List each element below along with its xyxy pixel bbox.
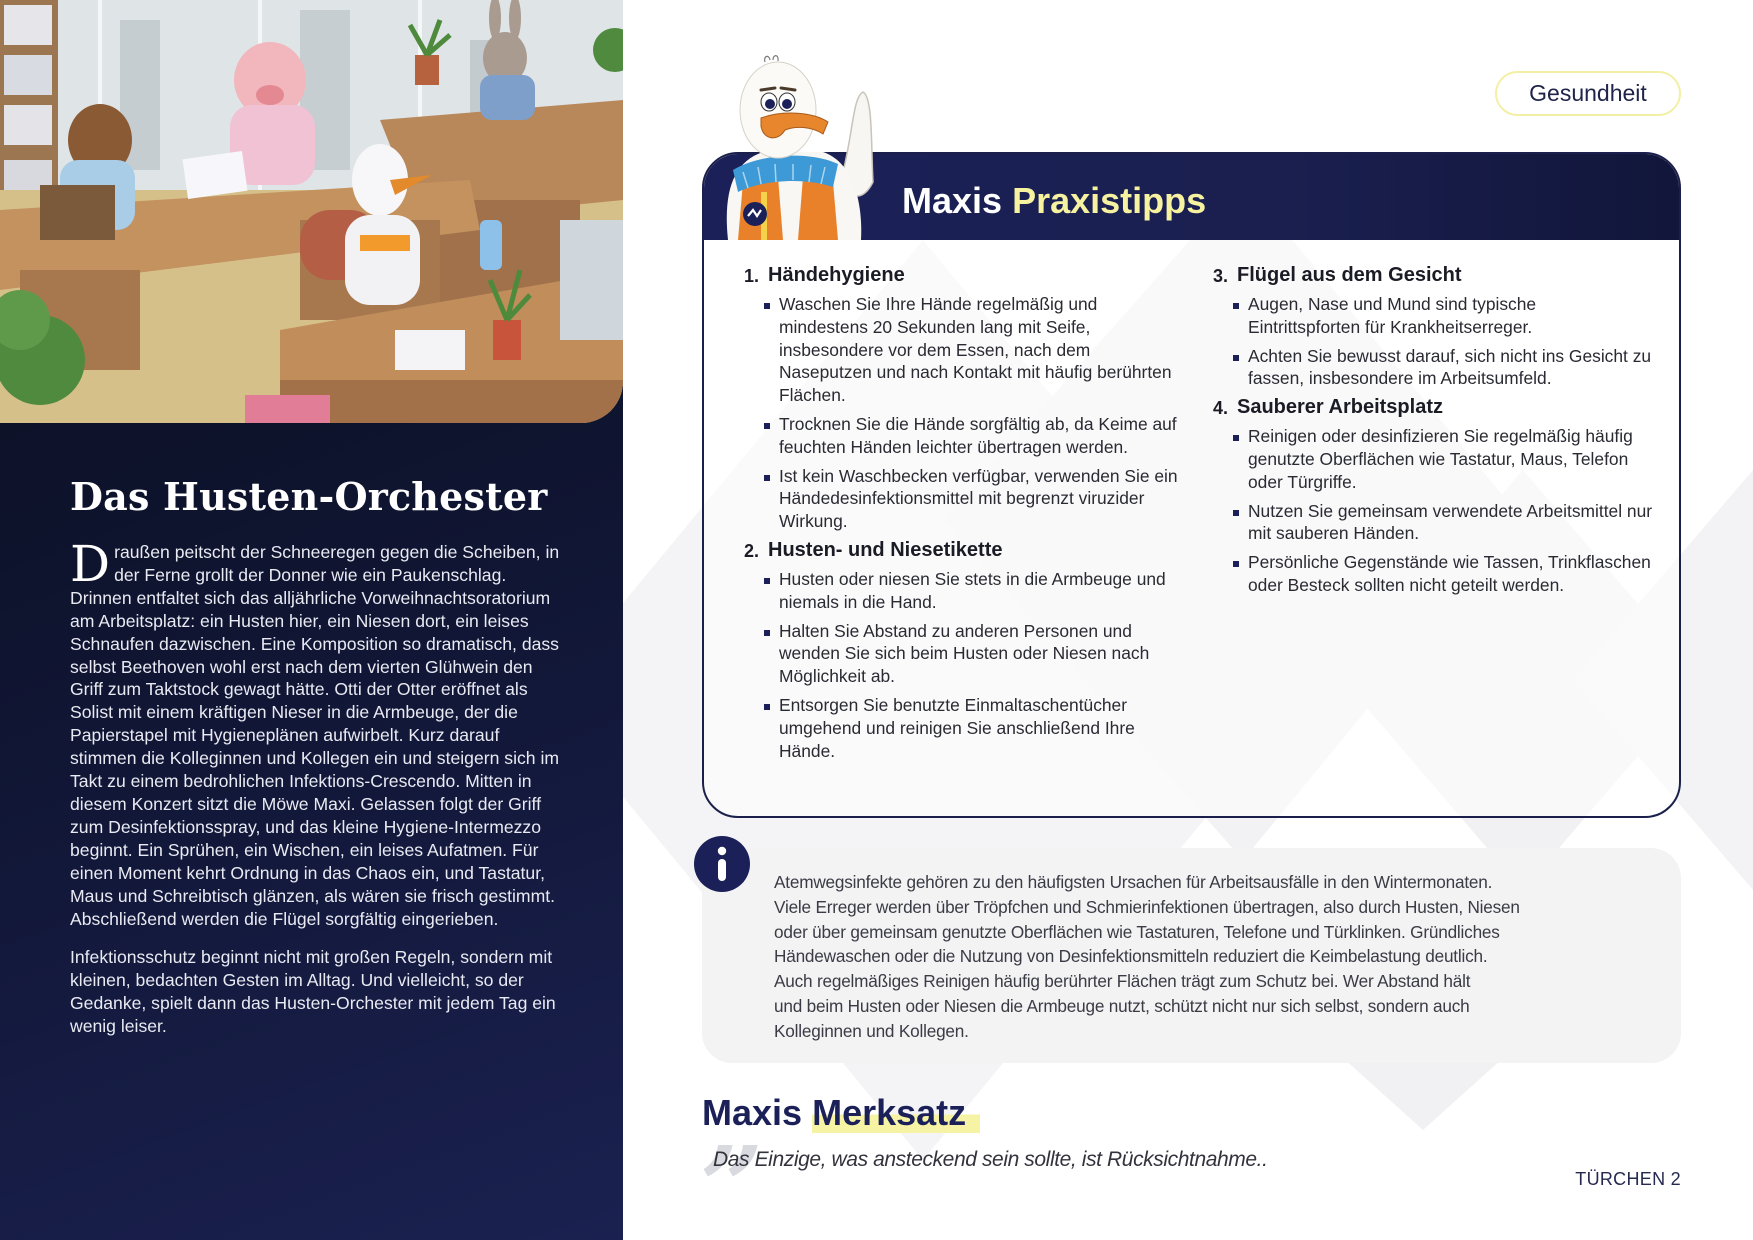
story-paragraph-text: raußen peitscht der Schneeregen gegen die Scheiben, in der Ferne grollt der Donner wie ein Paukenschlag. Drinnen entfaltet sich das alljährliche Vorweihnachtsoratorium am Arbeitsplatz: ein Husten hier, ein Niesen dort, ein leises Schnaufen dazwischen. Eine Komposition so dramatisch, dass selbst Beethoven wohl erst nach dem vierten Glühwein den Griff zum Taktstock gewagt hätte. Otti der Otter eröffnet als Solist mit einem kräftigen Nieser in die Armbeuge, der die Papierstapel mit Hygieneplänen aufwirbelt. Kurz darauf stimmen die Kolleginnen und Kollegen ein und steigern sich im Takt zu einem bedrohlichen Infektions-Crescendo. Mitten in diesem Konzert sitzt die Möwe Maxi. Gelassen folgt der Griff zum Desinfektionsspray, und das kleine Hygiene-Intermezzo beginnt. Ein Sprühen, ein Wischen, ein leises Aufatmen. Für einen Moment kehrt Ordnung in das Chaos ein, und Tastatur, Maus und Schreibtisch glänzen, als wären sie frisch gestimmt. Abschließend werden die Flügel sorgfältig eingerieben. [70,542,560,929]
tip-number: 2. [744,540,760,561]
merksatz-title-part2: Merksatz [812,1092,980,1133]
tips-title-part1: Maxis [902,180,1003,221]
tip-item-text: Ist kein Waschbecken verfügbar, verwenden Sie ein Händedesinfektionsmittel mit begrenzt viruzider Wirkung. [779,465,1178,532]
tip-item [764,293,1184,407]
info-line: Atemwegsinfekte gehören zu den häufigsten Ursachen für Arbeitsausfälle in den Wintermonaten. [774,872,1493,892]
square-bullet-icon [764,303,770,309]
story-panel [0,0,623,1240]
office-illustration [0,0,623,423]
drop-cap: D [70,535,111,593]
story-paragraph [70,535,570,930]
info-line: Kolleginnen und Kollegen. [774,1020,969,1041]
tip-item [764,620,1184,688]
square-bullet-icon [1233,561,1239,567]
tip-item-text: Husten oder niesen Sie stets in die Armbeuge und niemals in die Hand. [779,568,1166,612]
square-bullet-icon [1233,510,1239,516]
info-line: Händewaschen oder die Nutzung von Desinfektionsmitteln reduziert die Keimbelastung deutlich. [774,946,1488,967]
square-bullet-icon [1233,435,1239,441]
tips-column-left [744,264,1184,768]
square-bullet-icon [1233,303,1239,309]
merksatz-title-part1: Maxis [702,1092,803,1133]
tip-item [1233,500,1653,546]
info-text [774,870,1654,1044]
tip-item-text: Reinigen oder desinfizieren Sie regelmäßig häufig genutzte Oberflächen wie Tastatur, Maus, Telefon oder Türgriffe. [1248,426,1633,492]
info-line: und beim Husten oder Niesen die Armbeuge nutzt, schützt nicht nur sich selbst, sondern auch [774,995,1470,1016]
tip-item-text: Augen, Nase und Mund sind typische Eintrittspforten für Krankheitserreger. [1248,294,1537,337]
quote-mark-icon: ” [700,1122,764,1240]
merksatz-quote: Das Einzige, was ansteckend sein sollte, ist Rücksichtnahme.. [713,1148,1268,1171]
tip-heading [744,539,1184,562]
tips-title-part2: Praxistipps [1012,180,1207,221]
tip-heading-text: Händehygiene [768,264,905,286]
tip-heading [1213,264,1653,287]
story-body [70,535,570,1054]
tip-item [1233,551,1653,597]
tip-list [744,293,1184,533]
tip-item-text: Persönliche Gegenstände wie Tassen, Trinkflaschen oder Besteck sollten nicht geteilt werden. [1248,552,1651,595]
story-title: Das Husten-Orchester [70,474,548,519]
tip-item-text: Waschen Sie Ihre Hände regelmäßig und mindestens 20 Sekunden lang mit Seife, insbesondere vor dem Essen, nach dem Naseputzen und nach Kontakt mit häufig berührten Flächen. [779,294,1172,406]
tip-heading [744,264,1184,287]
square-bullet-icon [764,578,770,584]
square-bullet-icon [764,704,770,710]
topic-pill [1495,71,1681,116]
tip-list [1213,293,1653,390]
tip-item [764,694,1184,762]
office-scene-image [0,0,623,423]
tip-item [764,413,1184,459]
tip-number: 3. [1213,266,1229,286]
tip-section [1213,264,1653,390]
tip-list [744,568,1184,762]
tip-list [1213,425,1653,597]
tips-column-right [1213,264,1653,603]
tip-item-text: Halten Sie Abstand zu anderen Personen und wenden Sie sich beim Husten oder Niesen nach Möglichkeit ab. [779,620,1150,687]
square-bullet-icon [1233,355,1239,361]
tip-item-text: Entsorgen Sie benutzte Einmaltaschentücher umgehend und reinigen Sie anschließend Ihre Hände. [779,694,1135,761]
tip-item [1233,293,1653,339]
square-bullet-icon [764,630,770,636]
topic-pill-label: Gesundheit [1529,80,1647,106]
square-bullet-icon [764,475,770,481]
tip-item [764,465,1184,533]
tips-card [702,152,1681,818]
info-line: oder über gemeinsam genutzte Oberflächen wie Tastaturen, Telefone und Türklinken. Gründliches [774,921,1500,942]
tip-item-text: Achten Sie bewusst darauf, sich nicht ins Gesicht zu fassen, insbesondere im Arbeitsumfeld. [1248,345,1652,389]
tip-heading-text: Husten- und Niesetikette [768,538,1003,561]
tip-number: 1. [744,266,760,286]
info-line: Auch regelmäßiges Reinigen häufig berührter Flächen trägt zum Schutz bei. Wer Abstand hält [774,971,1471,992]
tip-heading-text: Sauberer Arbeitsplatz [1237,396,1443,419]
info-icon [694,836,750,892]
page-label: TÜRCHEN 2 [1575,1169,1681,1189]
tip-item-text: Trocknen Sie die Hände sorgfältig ab, da Keime auf feuchten Händen leichter übertragen werden. [779,413,1177,457]
tip-heading [1213,396,1653,419]
maxi-gull-mascot [703,52,893,240]
square-bullet-icon [764,423,770,429]
info-line: Viele Erreger werden über Tröpfchen und Schmierinfektionen übertragen, also durch Husten, Niesen [774,896,1520,917]
tip-section [1213,396,1653,597]
tip-item-text: Nutzen Sie gemeinsam verwendete Arbeitsmittel nur mit sauberen Händen. [1248,500,1653,544]
tip-item [764,568,1184,614]
tip-item [1233,345,1653,391]
info-box [702,848,1681,1063]
tip-heading-text: Flügel aus dem Gesicht [1237,264,1462,286]
tips-title [902,180,1206,222]
story-paragraph: Infektionsschutz beginnt nicht mit großen Regeln, sondern mit kleinen, bedachten Gesten im Alltag. Und vielleicht, so der Gedanke, spielt dann das Husten-Orchester mit jedem Tag ein wenig leiser. [70,947,556,1037]
tip-item [1233,425,1653,493]
tip-section [744,264,1184,533]
tip-number: 4. [1213,398,1229,419]
tip-section [744,539,1184,762]
